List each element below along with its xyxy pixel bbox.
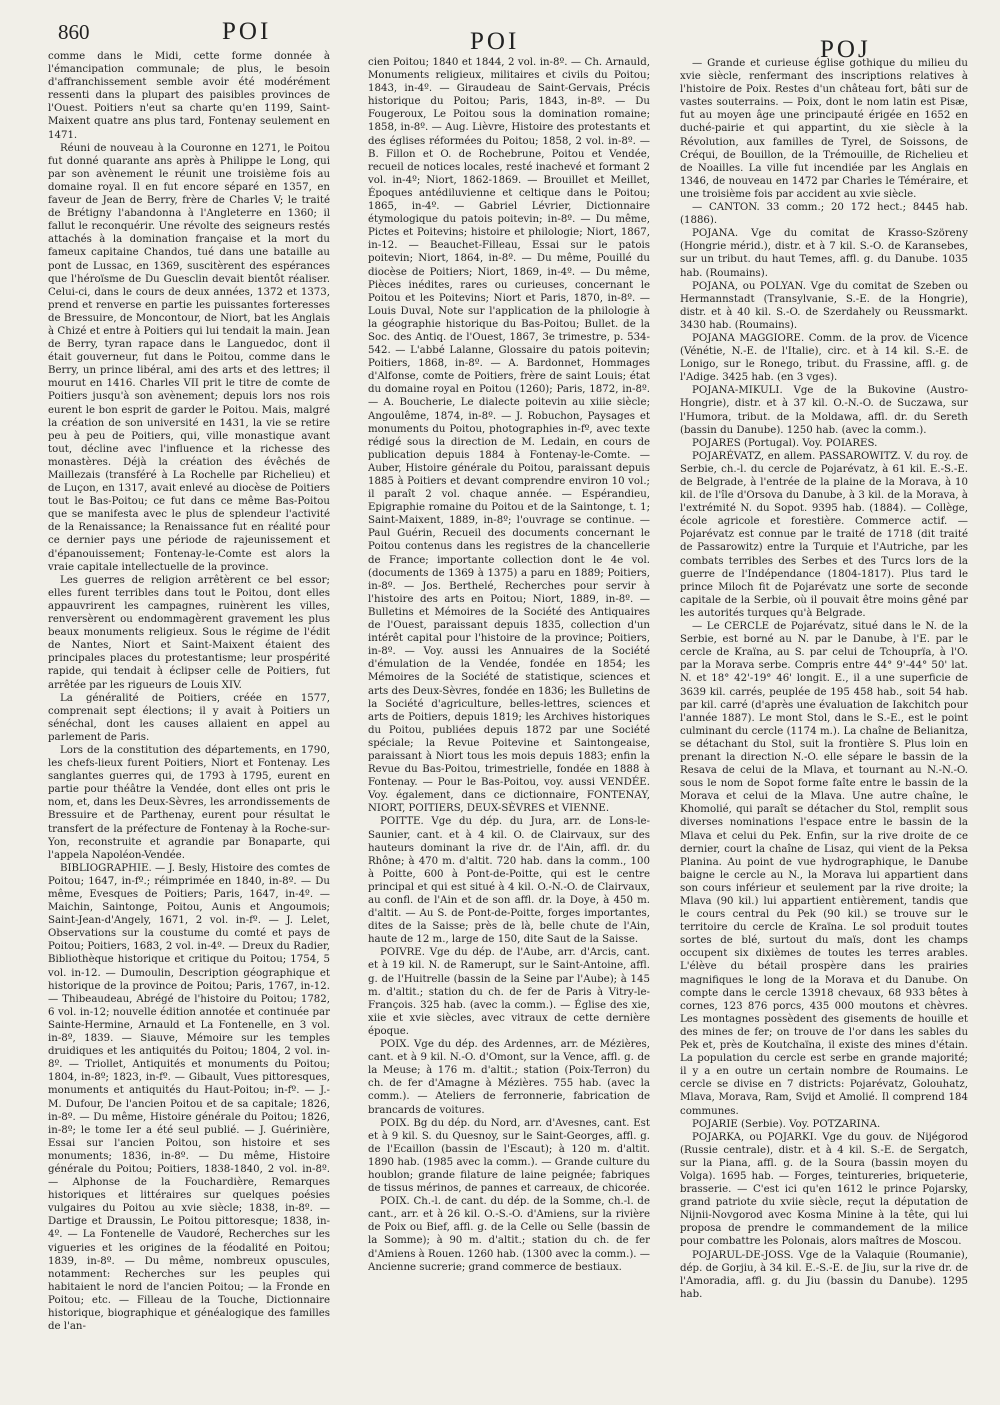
entry-canton: — CANTON. 33 comm.; 20 172 hect.; 8445 hab. (1886). [680, 202, 968, 227]
entry-pojana: POJANA. Vge du comitat de Krasso-Szöreny (Hongrie mérid.), distr. et à 7 kil. S.-O. de Karansebes, sur un tribut. du haut Temes, affl. g. du Danube. 1035 hab. (Roumains). [680, 228, 968, 279]
paragraph: Réuni de nouveau à la Couronne en 1271, le Poitou fut donné quarante ans après à Philippe le Long, qui par son avènement le réunit une troisième fois au domaine royal. Il en fut encore séparé en 1357, en faveur de Jean de Berry, frère de Charles V; le traité de Brétigny l'abandonna à l'Angleterre en 1360; il fallut le reconquérir. Une révolte des seigneurs restés attachés à la domination française et la mort du fameux capitaine Chandos, tué dans une bataille au pont de Lussac, en 1369, suscitèrent des espérances que l'héroïsme de Du Guesclin devait bientôt réaliser. Celui-ci, dans le cours de deux années, 1372 et 1373, prend et renverse en partie les puissantes forteresses de Bressuire, de Moncontour, de Niort, bat les Anglais à Chizé et entre à Poitiers qui lui tendait la main. Jean de Berry, tyran rapace dans le Languedoc, dont il était gouverneur, fut dans le Poitou, comme dans le Berry, un prince libéral, ami des arts et des lettres; il mourut en 1416. Charles VII prit le titre de comte de Poitiers jusqu'à son avènement; depuis lors nos rois eurent le bon esprit de garder le Poitou. Mais, malgré la création de son université en 1431, la vie se retire peu à peu de Poitiers, qui, ville monastique avant tout, décline avec l'influence et la richesse des monastères. Déjà la création des évêchés de Maillezais (transféré à La Rochelle par Richelieu) et de Luçon, en 1317, avait enlevé au diocèse de Poitiers tout le Bas-Poitou; ce fut dans ce même Bas-Poitou que se manifesta avec le plus de splendeur l'activité de la Renaissance; la Renaissance fut en réalité pour ce dernier pays une période de rajeunissement et d'épanouissement; Fontenay-le-Comte est alors la vraie capitale intellectuelle de la province. [48, 142, 330, 573]
page-header [0, 8, 1000, 63]
running-head-left: POI [222, 18, 272, 45]
text-column-center [368, 56, 650, 1391]
entry-poivre: POIVRE. Vge du dép. de l'Aube, arr. d'Arcis, cant. et à 19 kil. N. de Ramerupt, sur le Saint-Antoine, affl. g. de l'Huitrelle (bassin de la Seine par l'Aube); à 145 m. d'altit.; station du ch. de fer de Paris à Vitry-le-François. 325 hab. (avec la comm.). — Église des xie, xiie et xvie siècles, avec vitraux de cette dernière époque. [368, 947, 650, 1037]
text-column-left [48, 50, 330, 1385]
entry-poitte: POITTE. Vge du dép. du Jura, arr. de Lons-le-Saunier, cant. et à 4 kil. O. de Clairvaux, sur des hauteurs dominant la rive dr. de l'Ain, affl. dr. du Rhône; à 470 m. d'altit. 720 hab. dans la comm., 100 à Poitte, 600 à Pont-de-Poitte, qui est le centre principal et qui est situé à 4 kil. O.-N.-O. de Clairvaux, au confl. de l'Ain et de son affl. dr. la Doye, à 450 m. d'altit. — Au S. de Pont-de-Poitte, forges importantes, dites de la Saisse; près de là, belle chute de l'Ain, haute de 12 m., large de 150, dite Saut de la Saisse. [368, 816, 650, 946]
paragraph: La généralité de Poitiers, créée en 1577, comprenait sept élections; il y avait à Poitiers un sénéchal, dont les causes allaient en appel au parlement de Paris. [48, 692, 330, 743]
paragraph: — Grande et curieuse église gothique du milieu du xvie siècle, renfermant des inscriptions relatives à l'histoire de Poix. Restes d'un château fort, bâti sur de vastes souterrains. — Poix, dont le nom latin est Pisæ, fut au moyen âge une principauté érigée en 1652 en duché-pairie et qui appartint, du xie siècle à la Révolution, aux familles de Tyrel, de Soissons, de Créqui, de Bouillon, de la Trémouille, de Richelieu et de Noailles. La ville fut incendiée par les Anglais en 1346, de nouveau en 1472 par Charles le Téméraire, et une troisième fois par accident au xvie siècle. [680, 58, 968, 200]
text-column-right [680, 57, 968, 1392]
entry-pojana-polyan: POJANA, ou POLYAN. Vge du comitat de Szeben ou Hermannstadt (Transylvanie, S.-E. de la Hongrie), distr. et à 40 kil. S.-O. de Szerdahely ou Reussmarkt. 3430 hab. (Roumains). [680, 280, 968, 331]
entry-pojares: POJARES (Portugal). Voy. POIARES. [692, 437, 878, 449]
paragraph: cien Poitou; 1840 et 1844, 2 vol. in-8º. — Ch. Arnauld, Monuments religieux, militaires et civils du Poitou; 1843, in-4º. — Giraudeau de Saint-Gervais, Précis historique du Poitou; Paris, 1843, in-8º. — Du Fougeroux, Le Poitou sous la domination romaine; 1858, in-8º. — Aug. Lièvre, Histoire des protestants et des églises réformées du Poitou; 1858, 2 vol. in-8º. — B. Fillon et O. de Rochebrune, Poitou et Vendée, recueil de notices locales, resté inachevé et formant 2 vol. in-4º; Niort, 1862-1869. — Brouillet et Meillet, Époques antédiluvienne et celtique dans le Poitou; 1865, in-4º. — Gabriel Lévrier, Dictionnaire étymologique du patois poitevin; in-8º. — Du même, Pictes et Poitevins; histoire et philologie; Niort, 1867, in-12. — Beauchet-Filleau, Essai sur le patois poitevin; Niort, 1864, in-8º. — Du même, Pouillé du diocèse de Poitiers; Niort, 1869, in-4º. — Du même, Pièces inédites, rares ou curieuses, concernant le Poitou et les Poitevins; Niort et Paris, 1870, in-8º. — Louis Duval, Note sur l'application de la philologie à la géographie historique du Bas-Poitou; Bullet. de la Soc. des Antiq. de l'Ouest, 1867, 3e trimestre, p. 534-542. — L'abbé Lalanne, Glossaire du patois poitevin; Poitiers, 1868, in-8º. — A. Bardonnet, Hommages d'Alfonse, comte de Poitiers, frère de saint Louis; état du domaine royal en Poitou (1260); Paris, 1872, in-8º. — A. Boucherie, Le dialecte poitevin au xiiie siècle; Angoulême, 1874, in-8º. — J. Robuchon, Paysages et monuments du Poitou, photographies in-fº, avec texte rédigé sous la direction de M. Ledain, en cours de publication depuis 1884 à Fontenay-le-Comte. — Auber, Histoire générale du Poitou, paraissant depuis 1885 à Poitiers et devant comprendre environ 10 vol.; il paraît 2 vol. chaque année. — Espérandieu, Epigraphie romaine du Poitou et de la Saintonge, t. 1; Saint-Maixent, 1889, in-8º; l'ouvrage se continue. — Paul Guérin, Recueil des documents concernant le Poitou contenus dans les registres de la chancellerie de France; importante collection dont le 4e vol. (documents de 1369 à 1375) a paru en 1889; Poitiers, in-8º. — Jos. Berthelé, Recherches pour servir à l'histoire des arts en Poitou; Niort, 1889, in-8º. — Bulletins et Mémoires de la Société des Antiquaires de l'Ouest, paraissant depuis 1835, collection d'un intérêt capital pour l'histoire de la province; Poitiers, in-8º. — Voy. aussi les Annuaires de la Société d'émulation de la Vendée, fondée en 1854; les Mémoires de la Société de statistique, sciences et arts des Deux-Sèvres, fondée en 1836; les Bulletins de la Société d'agriculture, belles-lettres, sciences et arts de Poitiers, depuis 1819; les Archives historiques du Poitou, publiées depuis 1872 par une Société spéciale; la Revue Poitevine et Saintongeaise, paraissant à Niort tous les mois depuis 1883; enfin la Revue du Bas-Poitou, trimestrielle, fondée en 1888 à Fontenay. — Pour le Bas-Poitou, voy. aussi VENDÉE. Voy. également, dans ce dictionnaire, FONTENAY, NIORT, POITIERS, DEUX-SÈVRES et VIENNE. [368, 57, 650, 815]
entry-pojarul-de-joss: POJARUL-DE-JOSS. Vge de la Valaquie (Roumanie), dép. de Gorjiu, à 34 kil. E.-S.-E. de Jiu, sur la rive dr. de l'Amoradia, affl. g. du Jiu (bassin du Danube). 1295 hab. [680, 1249, 968, 1300]
running-head-right: POJ [820, 36, 871, 63]
entry-poix-nord: POIX. Bg du dép. du Nord, arr. d'Avesnes, cant. Est et à 9 kil. S. du Quesnoy, sur le Saint-Georges, affl. g. de l'Ecaillon (bassin de l'Escaut); à 120 m. d'altit. 1890 hab. (1985 avec la comm.). — Grande culture du houblon; grande filature de laine peignée; fabriques de tissus mérinos, de pannes et carreaux, de chicorée. [368, 1117, 650, 1195]
entry-pojana-mikuli: POJANA-MIKULI. Vge de la Bukovine (Austro-Hongrie), distr. et à 37 kil. O.-N.-O. de Suczawa, sur l'Humora, tribut. de la Moldawa, affl. dr. du Sereth (bassin du Danube). 1250 hab. (avec la comm.). [680, 385, 968, 436]
entry-pojarevatz: POJARÉVATZ, en allem. PASSAROWITZ. V. du roy. de Serbie, ch.-l. du cercle de Pojarévatz, à 61 kil. E.-S.-E. de Belgrade, à l'entrée de la plaine de la Morava, à 10 kil. de l'île d'Orsova du Danube, à 3 kil. de la Morava, à l'extrémité N. du Sopot. 9395 hab. (1884). — Collège, école agricole et forestière. Commerce actif. — Pojarévatz est connue par le traité de 1718 (dit traité de Passarowitz) entre la Turquie et l'Autriche, par les combats terribles des Serbes et des Turcs lors de la guerre de l'Indépendance (1804-1817). Plus tard le prince Miloch fit de Pojarévatz une sorte de seconde capitale de la Serbie, où il pouvait être moins gêné par les autorités turques qu'à Belgrade. [680, 450, 968, 619]
entry-pojana-maggiore: POJANA MAGGIORE. Comm. de la prov. de Vicence (Vénétie, N.-E. de l'Italie), circ. et à 14 kil. S.-E. de Lonigo, sur le Ronego, tribut. du Frassine, affl. g. de l'Adige. 3425 hab. (en 3 vges). [680, 332, 968, 384]
entry-cercle-pojarevatz: — Le CERCLE de Pojarévatz, situé dans le N. de la Serbie, est borné au N. par le Danube, à l'E. par le cercle de Kraïna, au S. par celui de Tchouprïa, à l'O. par la Morava serbe. Compris entre 44° 9'-44° 50' lat. N. et 18° 42'-19° 46' longit. E., il a une superficie de 3639 kil. carrés, peuplée de 195 458 hab., soit 54 hab. par kil. carré (d'après une évaluation de Iakchitch pour l'année 1887). Le mont Stol, dans le S.-E., est le point culminant du cercle (1174 m.). La chaîne de Belianitza, se détachant du Stol, suit la frontière S. Plus loin en prenant la direction N.-O. elle sépare le bassin de la Resava de celui de la Mlava, et tournant au N.-N.-O. sous le nom de Sopot forme faîte entre le bassin de la Morava et celui de la Mlava. Une autre chaîne, le Khomolié, qui paraît se détacher du Stol, remplit sous diverses nominations l'espace entre le bassin de la Mlava et celui du Pek. Enfin, sur la rive droite de ce dernier, court la chaîne de Lisaz, qui vient de la Peksa Planina. Au point de vue hydrographique, le Danube baigne le cercle au N., la Morava lui appartient dans son cours inférieur et seulement par la rive droite; la Mlava (90 kil.) lui appartient entièrement, tandis que le cours central du Pek (90 kil.) se trouve sur le territoire du cercle de Kraïna. Le sol produit toutes sortes de blé, surtout du maïs, dont les champs occupent six dixièmes de toutes les terres arables. L'élève du bétail prospère dans les prairies magnifiques le long de la Morava et du Danube. On compte dans le cercle 13918 chevaux, 68 933 bêtes à cornes, 123 876 porcs, 435 000 moutons et chèvres. Les montagnes possèdent des gisements de houille et des mines de fer; on trouve de l'or dans les sables du Pek et, près de Koutchaïna, il existe des mines d'étain. La population du cercle est serbe en grande majorité; il y a en outre un certain nombre de Roumains. Le cercle se divise en 7 districts: Pojarévatz, Golouhatz, Mlava, Morava, Ram, Svijd et Amolié. Il comprend 184 communes. [680, 621, 968, 1117]
entry-poix-ardennes: POIX. Vge du dép. des Ardennes, arr. de Mézières, cant. et à 9 kil. N.-O. d'Omont, sur la Vence, affl. g. de la Meuse; à 176 m. d'altit.; station (Poix-Terron) du ch. de fer d'Amagne à Mézières. 755 hab. (avec la comm.). — Ateliers de ferronnerie, fabrication de brancards de voitures. [368, 1039, 650, 1116]
paragraph: Les guerres de religion arrêtèrent ce bel essor; elles furent terribles dans tout le Poitou, dont elles appauvrirent les campagnes, ruinèrent les villes, renversèrent ou endommagèrent gravement les plus beaux monuments religieux. Sous le régime de l'édit de Nantes, Niort et Saint-Maixent étaient des principales places du protestantisme; leur prospérité rapide, qui tendait à éclipser celle de Poitiers, fut arrêtée par les rigueurs de Louis XIV. [48, 574, 330, 691]
entry-pojarie: POJARIE (Serbie). Voy. POTZARINA. [692, 1118, 881, 1130]
page-number: 860 [58, 20, 90, 44]
bibliography-paragraph: BIBLIOGRAPHIE. — J. Besly, Histoire des comtes de Poitou; 1647, in-fº.; réimprimée en 1840, in-8º. — Du même, Evesques de Poitiers; Paris, 1647, in-4º. — Maichin, Saintonge, Poitou, Aunis et Angoumois; Saint-Jean-d'Angely, 1671, 2 vol. in-fº. — J. Lelet, Observations sur la coustume du comté et pays de Poitou; Poitiers, 1683, 2 vol. in-4º. — Dreux du Radier, Bibliothèque historique et critique du Poitou; 1754, 5 vol. in-12. — Dumoulin, Description géographique et historique de la province de Poitou; Paris, 1767, in-12. — Thibeaudeau, Abrégé de l'histoire du Poitou; 1782, 6 vol. in-12; nouvelle édition annotée et continuée par Sainte-Hermine, Arnauld et La Fontenelle, en 3 vol. in-8º, 1839. — Siauve, Mémoire sur les temples druidiques et les antiquités du Poitou; 1804, 2 vol. in-8º. — Triollet, Antiquités et monuments du Poitou; 1804, in-8º; 1823, in-fº. — Gibault, Vues pittoresques, monuments et antiquités du Haut-Poitou; in-fº. — J.-M. Dufour, De l'ancien Poitou et de sa capitale; 1826, in-8º. — Du même, Histoire générale du Poitou; 1826, in-8º; le tome Ier a été seul publié. — J. Guérinière, Essai sur l'ancien Poitou, son histoire et ses monuments; 1836, in-8º. — Du même, Histoire générale du Poitou; Poitiers, 1838-1840, 2 vol. in-8º. — Alphonse de la Fouchardière, Remarques historiques et littéraires sur quelques poésies vulgaires du Poitou au xvie siècle; 1838, in-8º. — Dartige et Draussin, Le Poitou pittoresque; 1838, in-4º. — La Fontenelle de Vaudoré, Recherches sur les vigueries et les origines de la féodalité en Poitou; 1839, in-8º. — Du même, nombreux opuscules, notamment: Recherches sur les peuples qui habitaient le nord de l'ancien Poitou; — la Fronde en Poitou; etc. — Filleau de la Touche, Dictionnaire historique, biographique et généalogique des familles de l'an- [48, 862, 330, 1333]
entry-pojarka: POJARKA, ou POJARKI. Vge du gouv. de Nijégorod (Russie centrale), distr. et à 4 kil. S.-E. de Sergatch, sur la Piana, affl. g. de la Soura (bassin moyen du Volga). 1695 hab. — Forges, teintureries, briqueterie, brasserie. — C'est ici qu'en 1612 le prince Pojarsky, grand patriote du xviie siècle, reçut la députation de Nijnii-Novgorod avec Kosma Minine à la tête, qui lui proposa de prendre le commandement de la milice pour combattre les Polonais, alors maîtres de Moscou. [680, 1131, 968, 1248]
entry-poix-somme: POIX. Ch.-l. de cant. du dép. de la Somme, ch.-l. de cant., arr. et à 26 kil. O.-S.-O. d'Amiens, sur la rivière de Poix ou Bief, affl. g. de la Celle ou Selle (bassin de la Somme); à 90 m. d'altit.; station du ch. de fer d'Amiens à Rouen. 1260 hab. (1300 avec la comm.). — Ancienne sucrerie; grand commerce de bestiaux. [368, 1196, 650, 1273]
paragraph: Lors de la constitution des départements, en 1790, les chefs-lieux furent Poitiers, Niort et Fontenay. Les sanglantes guerres qui, de 1793 à 1795, eurent en partie pour théâtre la Vendée, dont elles ont pris le nom, et, dans les Deux-Sèvres, les arrondissements de Bressuire et de Parthenay, eurent pour résultat le transfert de la préfecture de Fontenay à la Roche-sur-Yon, reconstruite et agrandie par Bonaparte, qui l'appela Napoléon-Vendée. [48, 744, 330, 861]
paragraph: comme dans le Midi, cette forme donnée à l'émancipation communale; de plus, le besoin d'affranchissement semble avoir été modérément ressenti dans la plupart des paisibles provinces de l'Ouest. Poitiers n'eut sa charte qu'en 1199, Saint-Maixent quatre ans plus tard, Fontenay seulement en 1471. [48, 51, 330, 141]
running-head-center: POI [470, 28, 520, 55]
